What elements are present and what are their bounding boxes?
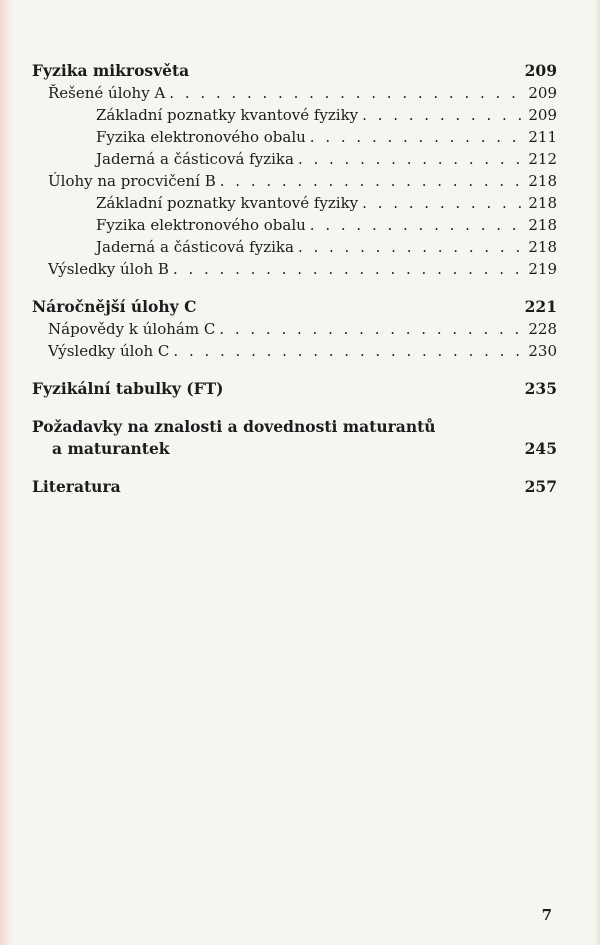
- toc-subentry: [32, 214, 557, 236]
- toc-page-number: 228: [528, 320, 557, 338]
- toc-chapter-narocnejsi-ulohy-c: [32, 296, 557, 318]
- toc-page-number: 218: [528, 172, 557, 190]
- toc-entry: [32, 82, 557, 104]
- toc-subentry: [32, 104, 557, 126]
- toc-page-number: 218: [528, 194, 557, 212]
- toc-page-number: 230: [528, 342, 557, 360]
- toc-dot-leader: [362, 192, 526, 214]
- toc-page-number: 209: [528, 84, 557, 102]
- toc-page-number: 245: [524, 439, 557, 458]
- toc-dot-leader: [173, 258, 526, 280]
- toc-entry-title: Řešené úlohy A: [48, 84, 166, 102]
- toc-dot-leader: [220, 170, 527, 192]
- toc-entry: [32, 258, 557, 280]
- page-number: 7: [541, 906, 552, 924]
- table-of-contents: [32, 60, 557, 498]
- toc-dot-leader: [310, 126, 527, 148]
- toc-dot-leader: [169, 82, 526, 104]
- toc-chapter-literatura: [32, 476, 557, 498]
- toc-page-number: 209: [524, 61, 557, 80]
- toc-chapter-pozadavky-line1: [32, 416, 557, 438]
- toc-chapter-title: Fyzika mikrosvěta: [32, 61, 190, 80]
- page-left-edge-shading: [0, 0, 14, 945]
- toc-dot-leader: [219, 318, 526, 340]
- toc-page-number: 219: [528, 260, 557, 278]
- toc-dot-leader: [173, 340, 526, 362]
- toc-entry-title: Fyzika elektronového obalu: [96, 128, 306, 146]
- toc-chapter-title: Náročnější úlohy C: [32, 297, 197, 316]
- toc-entry-title: Jaderná a částicová fyzika: [96, 150, 294, 168]
- toc-dot-leader: [298, 148, 526, 170]
- toc-entry-title: Fyzika elektronového obalu: [96, 216, 306, 234]
- page-right-edge-shading: [594, 0, 600, 945]
- toc-page-number: 212: [528, 150, 557, 168]
- toc-chapter-fyzikalni-tabulky: [32, 378, 557, 400]
- toc-entry-title: Základní poznatky kvantové fyziky: [96, 106, 359, 124]
- toc-entry-title: Výsledky úloh C: [48, 342, 170, 360]
- toc-page-number: 218: [528, 216, 557, 234]
- toc-page-number: 257: [524, 477, 557, 496]
- toc-chapter-title: Požadavky na znalosti a dovednosti maturantů: [32, 417, 436, 436]
- toc-chapter-pozadavky-line2: [32, 438, 557, 460]
- toc-page-number: 218: [528, 238, 557, 256]
- toc-subentry: [32, 236, 557, 258]
- toc-page-number: 209: [528, 106, 557, 124]
- toc-page-number: 235: [524, 379, 557, 398]
- toc-entry: [32, 318, 557, 340]
- toc-entry: [32, 340, 557, 362]
- toc-subentry: [32, 126, 557, 148]
- toc-entry-title: Základní poznatky kvantové fyziky: [96, 194, 359, 212]
- toc-chapter-fyzika-mikrosveta: [32, 60, 557, 82]
- toc-entry-title: Úlohy na procvičení B: [48, 172, 216, 190]
- toc-page-number: 211: [528, 128, 557, 146]
- toc-chapter-title-continuation: a maturantek: [52, 439, 170, 458]
- toc-dot-leader: [298, 236, 526, 258]
- toc-dot-leader: [362, 104, 526, 126]
- toc-entry-title: Jaderná a částicová fyzika: [96, 238, 294, 256]
- toc-chapter-title: Fyzikální tabulky (FT): [32, 379, 224, 398]
- toc-subentry: [32, 192, 557, 214]
- toc-entry-title: Výsledky úloh B: [48, 260, 169, 278]
- toc-chapter-title: Literatura: [32, 477, 121, 496]
- toc-entry: [32, 170, 557, 192]
- toc-page-number: 221: [524, 297, 557, 316]
- toc-subentry: [32, 148, 557, 170]
- toc-dot-leader: [310, 214, 527, 236]
- toc-entry-title: Nápovědy k úlohám C: [48, 320, 216, 338]
